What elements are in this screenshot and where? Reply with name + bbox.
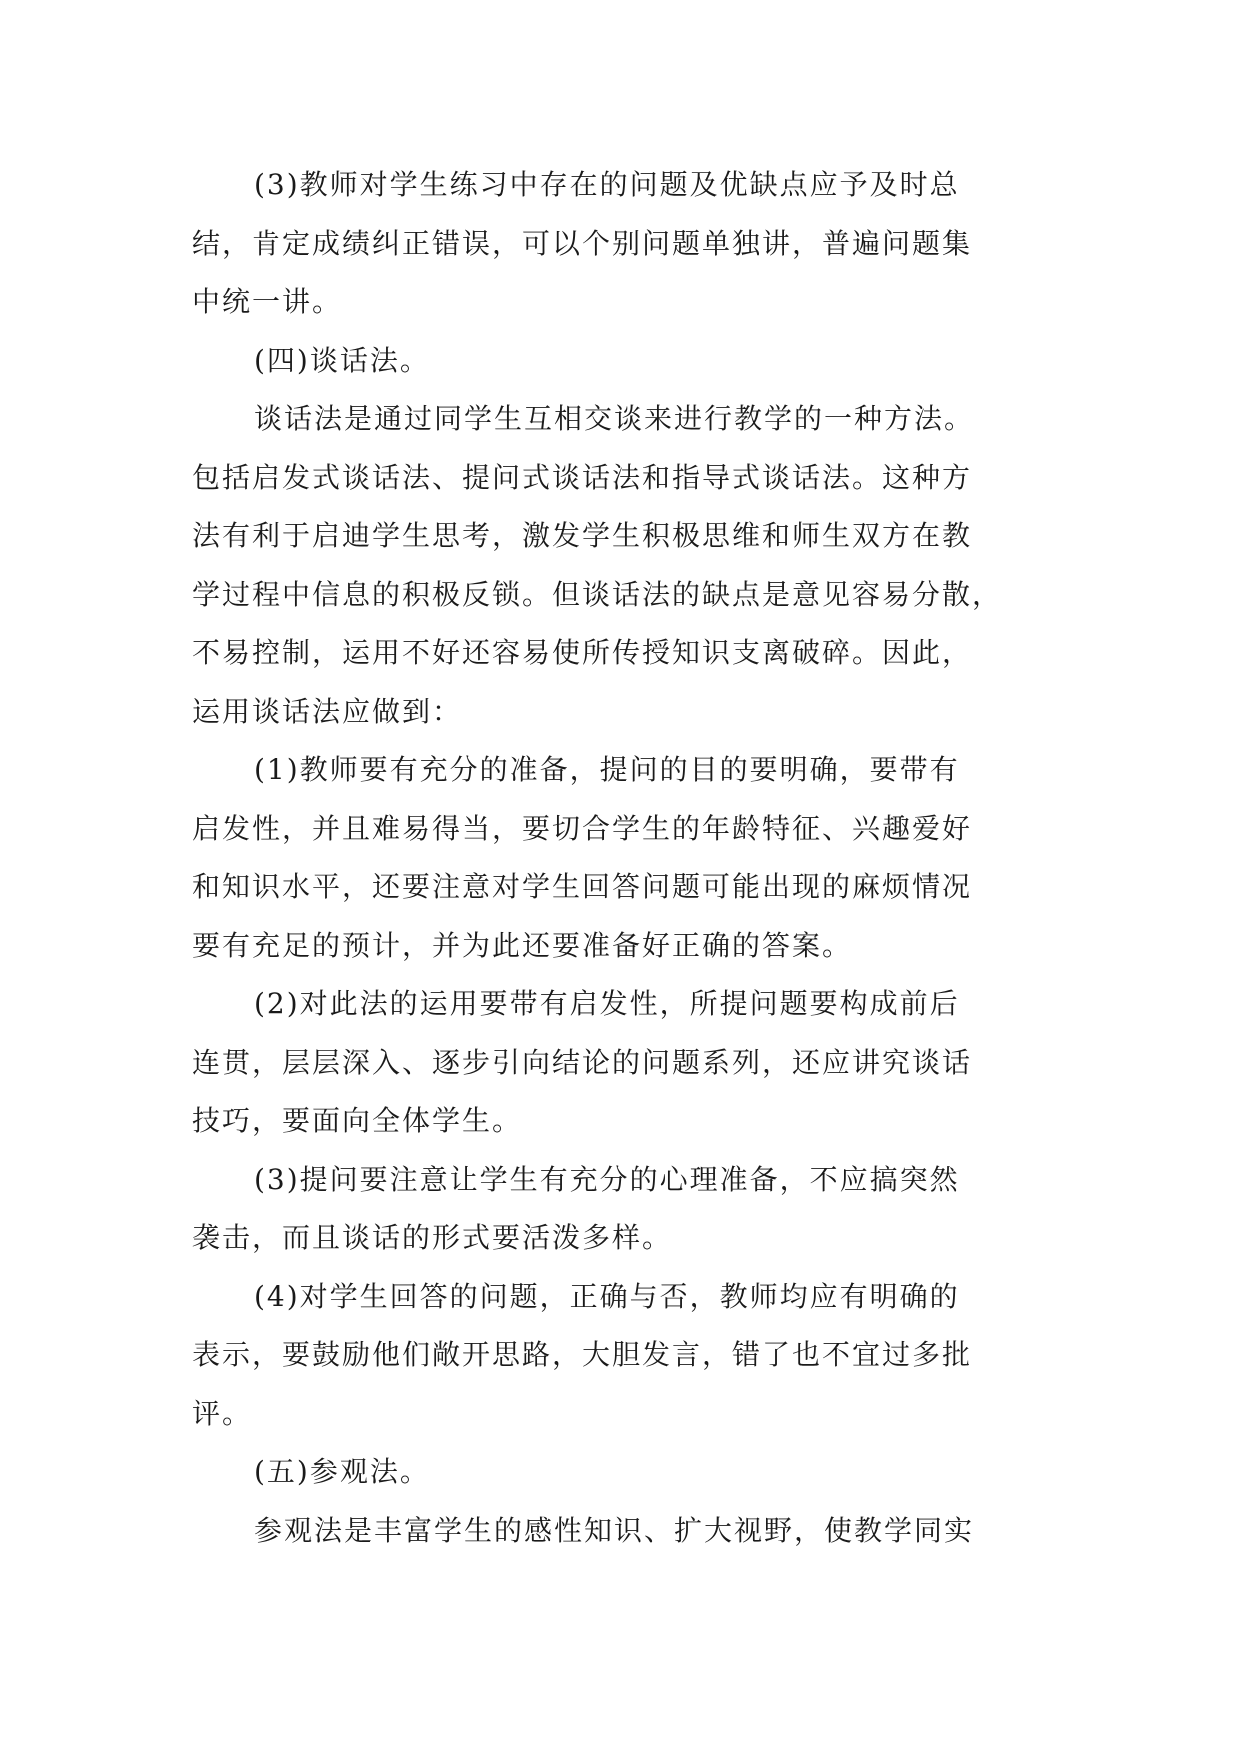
text-line: 参观法是丰富学生的感性知识、扩大视野，使教学同实	[254, 1513, 975, 1547]
text-line: 不易控制，运用不好还容易使所传授知识支离破碎。因此，	[192, 636, 973, 669]
text-line: 和知识水平，还要注意对学生回答问题可能出现的麻烦情况	[192, 870, 973, 903]
text-line: 连贯，层层深入、逐步引向结论的问题系列，还应讲究谈话	[192, 1045, 973, 1079]
text-line: 袭击，而且谈话的形式要活泼多样。	[192, 1221, 673, 1254]
text-line: 法有利于启迪学生思考，激发学生积极思维和师生双方在教	[192, 519, 973, 552]
text-line: 运用谈话法应做到：	[192, 694, 463, 728]
text-line: 要有充足的预计，并为此还要准备好正确的答案。	[192, 928, 853, 962]
text-line: 技巧，要面向全体学生。	[192, 1104, 523, 1137]
text-line: 结，肯定成绩纠正错误，可以个别问题单独讲，普遍问题集	[192, 226, 973, 260]
text-line: (3)提问要注意让学生有充分的心理准备，不应搞突然	[254, 1162, 960, 1196]
text-line: (1)教师要有充分的准备，提问的目的要明确，要带有	[254, 753, 960, 786]
text-line: 包括启发式谈话法、提问式谈话法和指导式谈话法。这种方	[192, 460, 973, 494]
text-line: (五)参观法。	[254, 1455, 430, 1488]
text-line: 表示，要鼓励他们敞开思路，大胆发言，错了也不宜过多批	[192, 1338, 973, 1371]
text-line: 评。	[192, 1396, 253, 1430]
text-line: 谈话法是通过同学生互相交谈来进行教学的一种方法。	[254, 402, 975, 435]
body-text	[192, 156, 1052, 1560]
text-line: 学过程中信息的积极反锁。但谈话法的缺点是意见容易分散，	[192, 577, 1003, 611]
text-line: (2)对此法的运用要带有启发性，所提问题要构成前后	[254, 987, 960, 1020]
text-line: 中统一讲。	[192, 285, 343, 318]
text-line: (4)对学生回答的问题，正确与否，教师均应有明确的	[254, 1279, 960, 1313]
text-line: 启发性，并且难易得当，要切合学生的年龄特征、兴趣爱好	[192, 811, 973, 845]
text-line: (四)谈话法。	[254, 343, 430, 377]
text-line: (3)教师对学生练习中存在的问题及优缺点应予及时总	[254, 168, 960, 201]
